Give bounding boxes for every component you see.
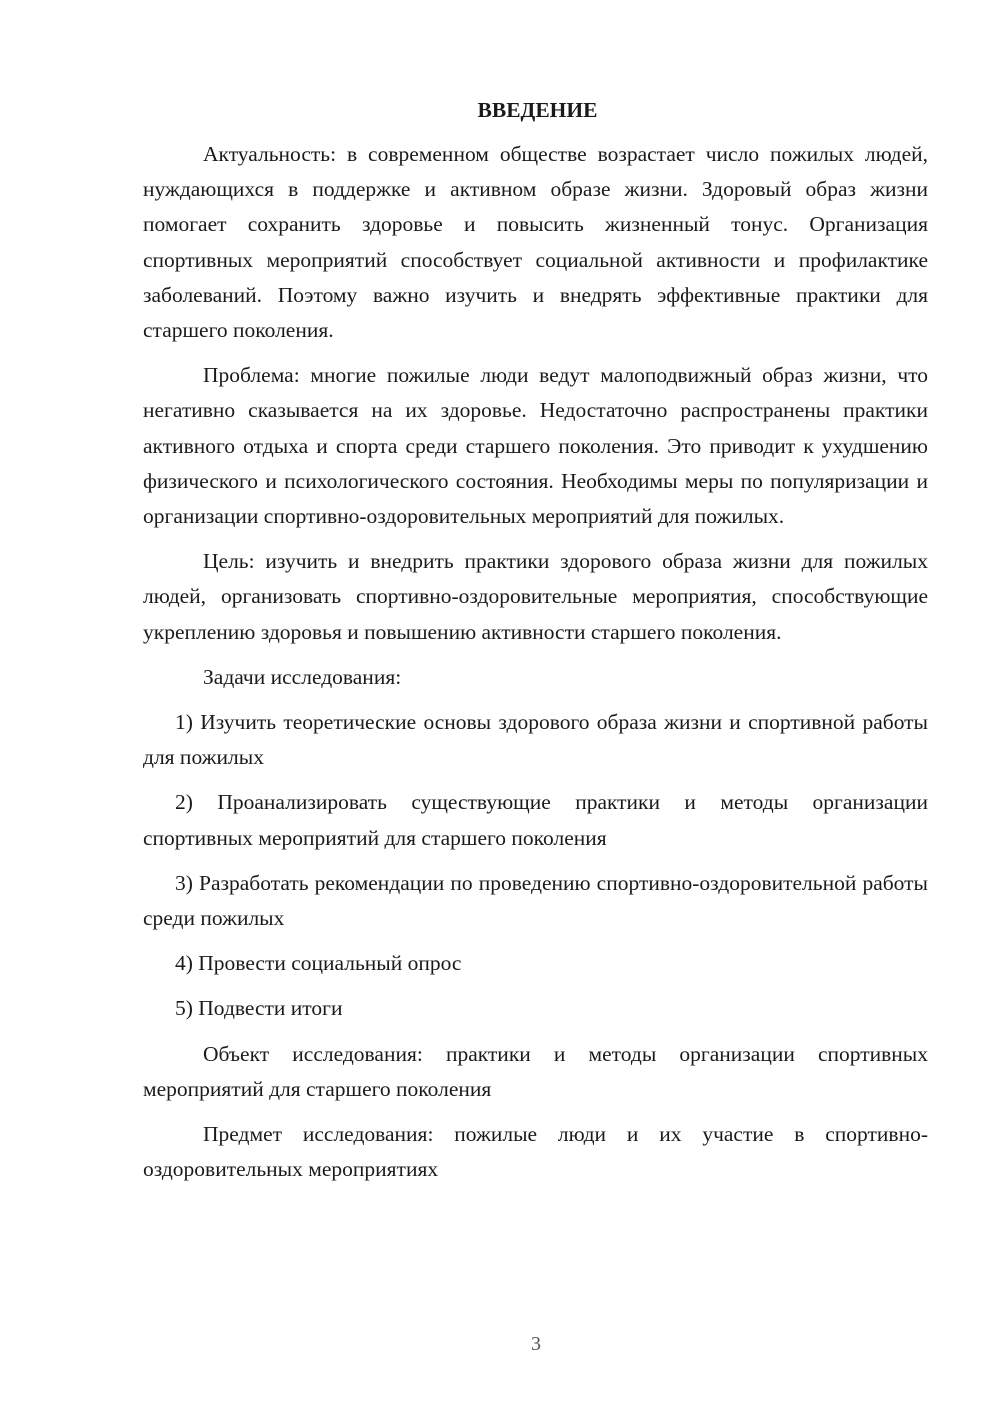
tasks-heading: Задачи исследования:	[203, 664, 402, 689]
task-item-1: 1) Изучить теоретические основы здорового образа жизни и спортивной работы для пожилых	[143, 710, 928, 770]
task-item-5: 5) Подвести итоги	[175, 996, 343, 1021]
page-number: 3	[531, 1333, 541, 1355]
section-heading: ВВЕДЕНИЕ	[477, 98, 598, 122]
paragraph-goal: Цель: изучить и внедрить практики здорового образа жизни для пожилых людей, организовать спортивно-оздоровительные мероприятия, способствующие укреплению здоровья и повышению активности старшего поколения.	[143, 549, 928, 644]
task-item-2: 2) Проанализировать существующие практики и методы организации спортивных мероприятий для старшего поколения	[143, 790, 928, 850]
paragraph-relevance: Актуальность: в современном обществе возрастает число пожилых людей, нуждающихся в поддержке и активном образе жизни. Здоровый образ жизни помогает сохранить здоровье и повысить жизненный тонус. Организация спортивных мероприятий способствует социальной активности и профилактике заболеваний. Поэтому важно изучить и внедрять эффективные практики для старшего поколения.	[143, 142, 928, 343]
task-item-3: 3) Разработать рекомендации по проведению спортивно-оздоровительной работы среди пожилых	[143, 870, 928, 931]
research-subject: Предмет исследования: пожилые люди и их участие в спортивно-оздоровительных мероприятиях	[143, 1122, 928, 1182]
paragraph-problem: Проблема: многие пожилые люди ведут малоподвижный образ жизни, что негативно сказывается на их здоровье. Недостаточно распространены практики активного отдыха и спорта среди старшего поколения. Это приводит к ухудшению физического и психологического состояния. Необходимы меры по популяризации и организации спортивно-оздоровительных мероприятий для пожилых.	[143, 363, 928, 529]
document-page	[143, 95, 928, 1197]
task-item-4: 4) Провести социальный опрос	[175, 951, 462, 976]
research-object: Объект исследования: практики и методы организации спортивных мероприятий для старшего поколения	[143, 1041, 928, 1101]
